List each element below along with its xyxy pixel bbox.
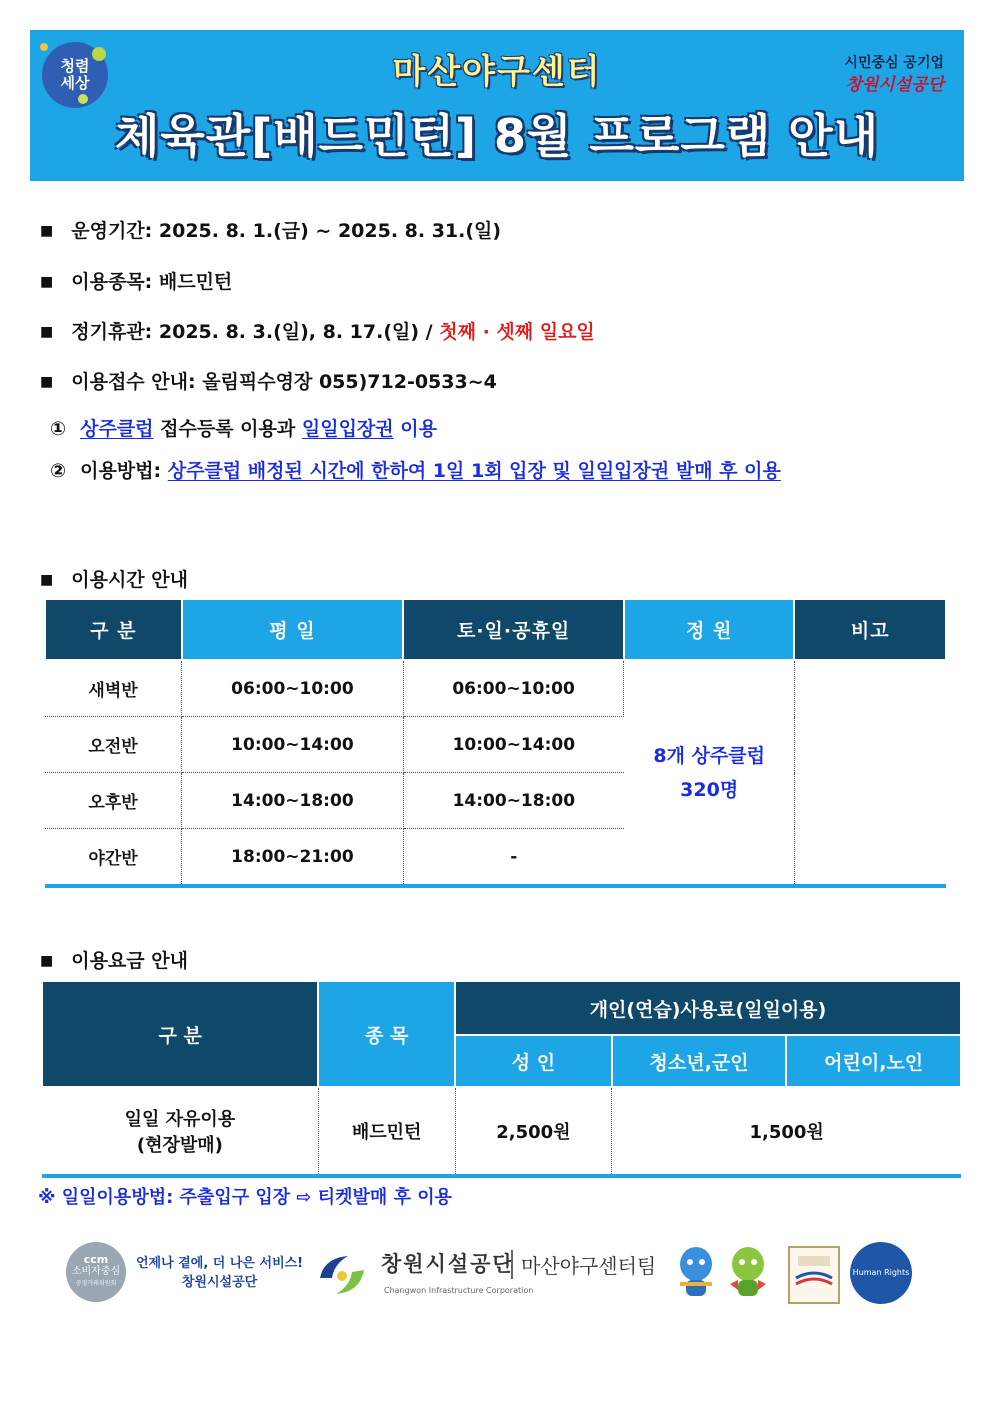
- bullet-square-icon: ■: [40, 223, 54, 239]
- fee-sport: 배드민턴: [318, 1087, 455, 1176]
- fee-title-text: 이용요금 안내: [71, 950, 188, 972]
- info-reception: [40, 367, 497, 394]
- fee-header-sport: 종 목: [318, 981, 455, 1087]
- reception-label: 이용접수 안내:: [71, 371, 196, 393]
- slogan-line2: 창원시설공단: [181, 1275, 258, 1290]
- corp-name-logo: 창원시설공단: [845, 75, 944, 95]
- integrity-logo: 청렴 세상: [42, 42, 108, 108]
- corp-english-name: Changwon Infrastructure Corporation: [384, 1286, 534, 1295]
- table-row: [42, 1087, 961, 1176]
- weekday-time: 10:00~14:00: [182, 717, 404, 773]
- fee-header-group: 개인(연습)사용료(일일이용): [455, 981, 961, 1035]
- ccm-logo: [66, 1242, 126, 1302]
- mascot-green-icon: [728, 1244, 768, 1302]
- bullet-square-icon: ■: [40, 572, 54, 588]
- session-name: 오전반: [45, 717, 182, 773]
- info-period: [40, 216, 501, 243]
- fee-header-category: 구 분: [42, 981, 318, 1087]
- header-weekday: 평 일: [182, 599, 404, 660]
- team-name: 마산야구센터팀: [511, 1250, 656, 1279]
- session-name: 오후반: [45, 773, 182, 829]
- item1-text: 접수등록 이용과: [160, 418, 296, 440]
- certification-badge-icon: [788, 1246, 840, 1304]
- changwon-corp-logo-icon: [314, 1248, 370, 1300]
- ccm-text: 소비자중심: [71, 1266, 121, 1277]
- fee-section-title: [40, 946, 188, 973]
- time-section-title: [40, 565, 188, 592]
- bullet-square-icon: ■: [40, 274, 54, 290]
- weekday-time: 14:00~18:00: [182, 773, 404, 829]
- info-item-2: [50, 456, 781, 483]
- capacity-cell: [624, 660, 795, 886]
- sport-label: 이용종목:: [71, 271, 153, 293]
- weekday-time: 18:00~21:00: [182, 829, 404, 887]
- usage-footnote: ※ 일일이용방법: 주출입구 입장 ⇨ 티켓발매 후 이용: [38, 1187, 453, 1208]
- fee-category-line2: (현장발매): [136, 1135, 223, 1156]
- corp-name: 창원시설공단: [381, 1252, 515, 1276]
- weekday-time: 06:00~10:00: [182, 660, 404, 717]
- header-note: 비고: [794, 599, 946, 660]
- session-name: 야간반: [45, 829, 182, 887]
- table-row: [45, 660, 946, 717]
- fee-header-child: 어린이,노인: [786, 1035, 961, 1087]
- fee-category: [42, 1087, 318, 1176]
- item-number: ①: [50, 418, 67, 440]
- info-sport: [40, 267, 232, 294]
- period-label: 운영기간:: [71, 220, 153, 242]
- closed-note: 첫째 · 셋째 일요일: [439, 321, 595, 343]
- bullet-square-icon: ■: [40, 374, 54, 390]
- banner-title: 체육관[배드민턴] 8월 프로그램 안내: [114, 109, 880, 163]
- slogan-line1: 언제나 곁에, 더 나은 서비스!: [136, 1256, 304, 1271]
- mascot-blue-icon: [676, 1244, 716, 1302]
- closed-value: 2025. 8. 3.(일), 8. 17.(일) /: [158, 321, 433, 343]
- time-title-text: 이용시간 안내: [71, 569, 188, 591]
- fee-header-row: [42, 981, 961, 1035]
- info-item-1: [50, 414, 437, 441]
- ccm-mark: ccm: [83, 1253, 109, 1266]
- header-banner: [30, 30, 964, 181]
- fee-header-youth: 청소년,군인: [612, 1035, 787, 1087]
- weekend-time: 10:00~14:00: [403, 717, 624, 773]
- closed-label: 정기휴관:: [71, 321, 153, 343]
- reception-value: 올림픽수영장 055)712-0533~4: [202, 371, 497, 393]
- daily-ticket-link[interactable]: 일일입장권: [301, 418, 394, 440]
- header-capacity: 정 원: [624, 599, 795, 660]
- footer-logos: [66, 1240, 926, 1310]
- item-number: ②: [50, 460, 67, 482]
- time-table: [44, 598, 947, 888]
- header-category: 구 분: [45, 599, 182, 660]
- fee-header-adult: 성 인: [455, 1035, 612, 1087]
- weekend-time: -: [403, 829, 624, 887]
- header-weekend: 토·일·공휴일: [403, 599, 624, 660]
- corp-tagline: 시민중심 공기업: [844, 55, 944, 71]
- human-rights-badge: Human Rights: [850, 1242, 912, 1304]
- info-closed: [40, 317, 595, 344]
- weekend-time: 14:00~18:00: [403, 773, 624, 829]
- ccm-sub: 공정거래위원회: [75, 1280, 117, 1287]
- capacity-clubs: 8개 상주클럽: [653, 744, 765, 767]
- time-table-header: [45, 599, 946, 660]
- usage-method-value[interactable]: 상주클럽 배정된 시간에 한하여 1일 1회 입장 및 일일입장권 발매 후 이용: [167, 460, 781, 482]
- sport-value: 배드민턴: [158, 271, 233, 293]
- fee-youth-child: 1,500원: [612, 1087, 961, 1176]
- bullet-square-icon: ■: [40, 324, 54, 340]
- fee-table: [41, 980, 962, 1178]
- capacity-people: 320명: [680, 778, 739, 801]
- session-name: 새벽반: [45, 660, 182, 717]
- fee-adult: 2,500원: [455, 1087, 612, 1176]
- note-cell: [794, 660, 946, 886]
- service-slogan: [136, 1254, 303, 1292]
- fee-category-line1: 일일 자유이용: [124, 1109, 236, 1130]
- period-value: 2025. 8. 1.(금) ~ 2025. 8. 31.(일): [158, 220, 502, 242]
- weekend-time: 06:00~10:00: [403, 660, 624, 717]
- item1-suffix: 이용: [400, 418, 437, 440]
- bullet-square-icon: ■: [40, 953, 54, 969]
- usage-method-label: 이용방법:: [80, 460, 162, 482]
- banner-subtitle: 마산야구센터: [392, 52, 602, 92]
- resident-club-link[interactable]: 상주클럽: [80, 418, 154, 440]
